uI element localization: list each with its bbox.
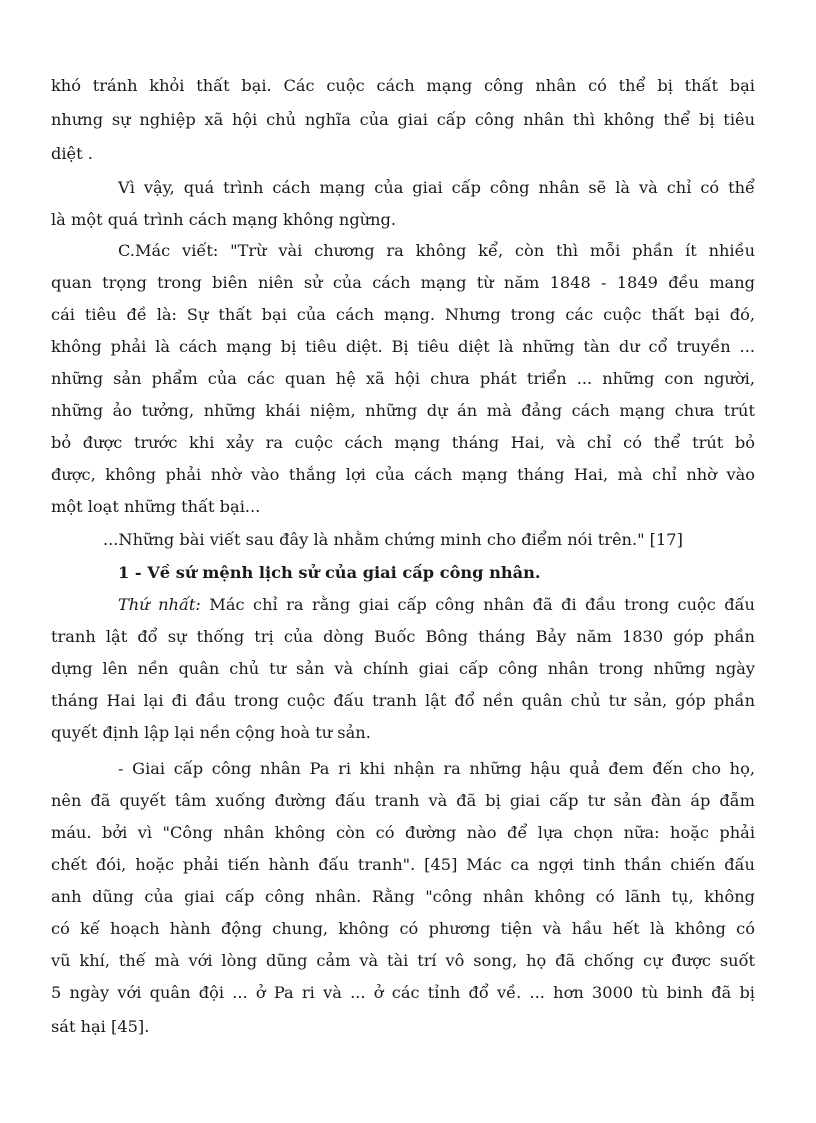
text-line: C.Mác viết: "Trừ vài chương ra không kể, còn thì mỗi phần ít nhiều	[118, 241, 755, 260]
text-line: là một quá trình cách mạng không ngừng.	[51, 210, 397, 229]
text-line: cái tiêu đề là: Sự thất bại của cách mạng. Nhưng trong các cuộc thất bại đó,	[51, 305, 755, 324]
text-line: khó tránh khỏi thất bại. Các cuộc cách mạng công nhân có thể bị thất bại	[51, 76, 755, 95]
text-line: vũ khí, thế mà với lòng dũng cảm và tài trí vô song, họ đã chống cự được suốt	[51, 951, 755, 970]
text-line: quyết định lập lại nền cộng hoà tư sản.	[51, 723, 371, 742]
text-line: những ảo tưởng, những khái niệm, những dự án mà đảng cách mạng chưa trút	[51, 401, 755, 420]
text-line: sát hại [45].	[51, 1017, 150, 1036]
text-line: được, không phải nhờ vào thắng lợi của cách mạng tháng Hai, mà chỉ nhờ vào	[51, 465, 755, 484]
text-line: bỏ được trước khi xảy ra cuộc cách mạng tháng Hai, và chỉ có thể trút bỏ	[51, 433, 755, 452]
text-fragment: Mác chỉ ra rằng giai cấp công nhân đã đi đầu trong cuộc đấu	[209, 595, 755, 614]
text-line: máu. bởi vì "Công nhân không còn có đường nào để lựa chọn nữa: hoặc phải	[51, 823, 755, 842]
text-line: diệt .	[51, 144, 93, 163]
text-line: một loạt những thất bại...	[51, 497, 261, 516]
text-line: tranh lật đổ sự thống trị của dòng Buốc Bông tháng Bảy năm 1830 góp phần	[51, 627, 755, 646]
italic-lead: Thứ nhất:	[118, 595, 201, 614]
text-line: chết đói, hoặc phải tiến hành đấu tranh". [45] Mác ca ngợi tinh thần chiến đấu	[51, 855, 755, 874]
text-line: dựng lên nền quân chủ tư sản và chính giai cấp công nhân trong những ngày	[51, 659, 755, 678]
text-line: tháng Hai lại đi đầu trong cuộc đấu tranh lật đổ nền quân chủ tư sản, góp phần	[51, 691, 755, 710]
quote-closing-line: ...Những bài viết sau đây là nhằm chứng minh cho điểm nói trên." [17]	[103, 530, 683, 549]
text-line: Vì vậy, quá trình cách mạng của giai cấp công nhân sẽ là và chỉ có thể	[118, 178, 755, 197]
text-line: quan trọng trong biên niên sử của cách mạng từ năm 1848 - 1849 đều mang	[51, 273, 755, 292]
text-line: những sản phẩm của các quan hệ xã hội chưa phát triển ... những con người,	[51, 369, 755, 388]
section-heading: 1 - Về sứ mệnh lịch sử của giai cấp công nhân.	[118, 563, 541, 582]
text-line: anh dũng của giai cấp công nhân. Rằng "công nhân không có lãnh tụ, không	[51, 887, 755, 906]
text-line: có kế hoạch hành động chung, không có phương tiện và hầu hết là không có	[51, 919, 755, 938]
text-line: 5 ngày với quân đội ... ở Pa ri và ... ở các tỉnh đổ về. ... hơn 3000 tù binh đã bị	[51, 983, 755, 1002]
text-line: nhưng sự nghiệp xã hội chủ nghĩa của giai cấp công nhân thì không thể bị tiêu	[51, 110, 755, 129]
text-line: nên đã quyết tâm xuống đường đấu tranh và đã bị giai cấp tư sản đàn áp đẫm	[51, 791, 755, 810]
text-line	[118, 592, 755, 618]
text-line: không phải là cách mạng bị tiêu diệt. Bị tiêu diệt là những tàn dư cổ truyền ...	[51, 337, 755, 356]
text-line: - Giai cấp công nhân Pa ri khi nhận ra những hậu quả đem đến cho họ,	[118, 759, 755, 778]
